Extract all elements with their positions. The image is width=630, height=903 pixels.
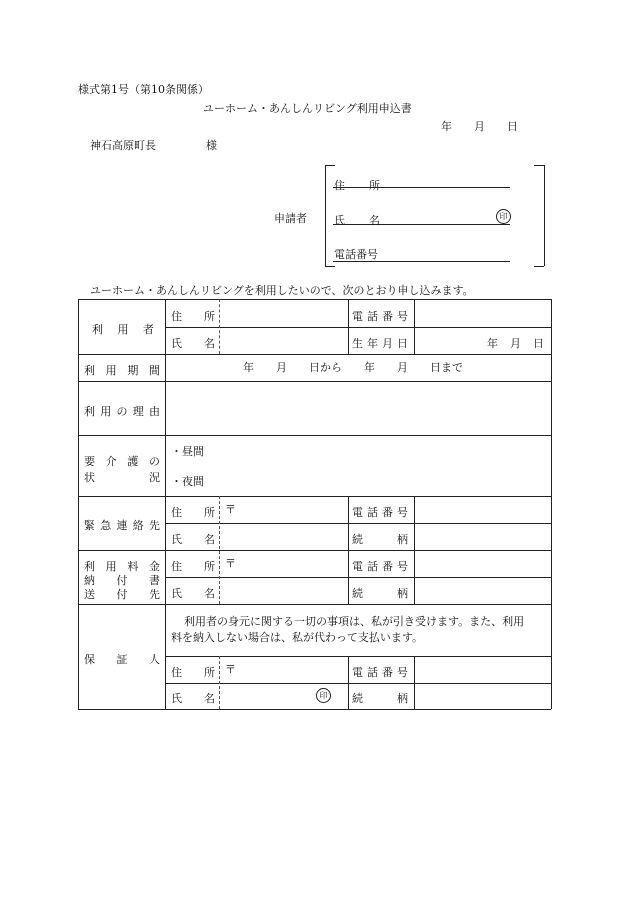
guarantor-header: 保 証 人	[84, 653, 160, 666]
emergency-header: 緊 急 連 絡 先	[84, 519, 160, 532]
user-birthdate-value[interactable]: 年 月 日	[487, 337, 544, 350]
emergency-postal-mark: 〒	[225, 503, 236, 516]
reason-field[interactable]	[167, 383, 550, 434]
applicant-name-label: 氏 名	[334, 214, 380, 227]
user-address-label: 住 所	[171, 310, 215, 323]
period-header: 利 用 期 間	[84, 364, 160, 377]
user-name-field[interactable]	[221, 328, 347, 353]
fee-header-line3: 送 付 先	[84, 588, 160, 601]
user-phone-label: 電 話 番 号	[352, 310, 408, 323]
form-title: ユーホーム・あんしんリビング利用申込書	[203, 102, 412, 115]
user-header: 利 用 者	[92, 323, 154, 336]
guarantor-statement-line1: 利用者の身元に関する一切の事項は、私が引き受けます。また、利用	[184, 615, 525, 628]
fee-relation-label: 続 柄	[352, 587, 408, 600]
user-name-label: 氏 名	[171, 337, 215, 350]
fee-postal-mark: 〒	[225, 557, 236, 570]
fee-address-label: 住 所	[171, 560, 215, 573]
applicant-seal-mark: 印	[496, 209, 511, 224]
applicant-address-line[interactable]	[333, 187, 510, 188]
addressee: 神石高原町長	[90, 139, 156, 152]
guarantor-name-label: 氏 名	[171, 692, 215, 705]
guarantor-statement-line2: 料を納入しない場合は、私が代わって支払います。	[171, 631, 424, 644]
fee-header-line2: 納 付 書	[84, 574, 160, 587]
fee-phone-label: 電 話 番 号	[352, 560, 408, 573]
guarantor-phone-label: 電 話 番 号	[352, 666, 408, 679]
care-header-line1: 要 介 護 の	[84, 455, 160, 468]
applicant-name-line[interactable]	[333, 224, 510, 225]
guarantor-address-label: 住 所	[171, 666, 215, 679]
reason-header: 利 用 の 理 由	[84, 405, 160, 418]
care-header-line2: 状 況	[84, 471, 160, 484]
fee-header-line1: 利 用 料 金	[84, 560, 160, 573]
applicant-label: 申請者	[274, 212, 307, 225]
emergency-name-label: 氏 名	[171, 533, 215, 546]
guarantor-postal-mark: 〒	[225, 663, 236, 676]
applicant-address-label: 住 所	[334, 179, 380, 192]
emergency-phone-label: 電 話 番 号	[352, 506, 408, 519]
applicant-phone-label: 電話番号	[334, 248, 378, 261]
fee-name-label: 氏 名	[171, 587, 215, 600]
user-address-field[interactable]	[221, 300, 347, 326]
care-daytime-label: ・昼間	[171, 445, 204, 458]
guarantor-relation-label: 続 柄	[352, 692, 408, 705]
intro-text: ユーホーム・あんしんリビングを利用したいので、次のとおり申し込みます。	[90, 284, 474, 297]
period-value[interactable]: 年 月 日から 年 月 日まで	[243, 361, 463, 374]
user-phone-field[interactable]	[416, 300, 550, 326]
form-number: 様式第1号（第10条関係）	[78, 83, 209, 96]
guarantor-seal-mark: 印	[316, 688, 331, 703]
date-line: 年 月 日	[441, 120, 518, 133]
care-night-label: ・夜間	[171, 475, 204, 488]
user-birthdate-label: 生 年 月 日	[352, 337, 408, 350]
addressee-suffix: 様	[206, 139, 217, 152]
emergency-address-label: 住 所	[171, 506, 215, 519]
applicant-phone-line[interactable]	[333, 261, 510, 262]
emergency-relation-label: 続 柄	[352, 533, 408, 546]
